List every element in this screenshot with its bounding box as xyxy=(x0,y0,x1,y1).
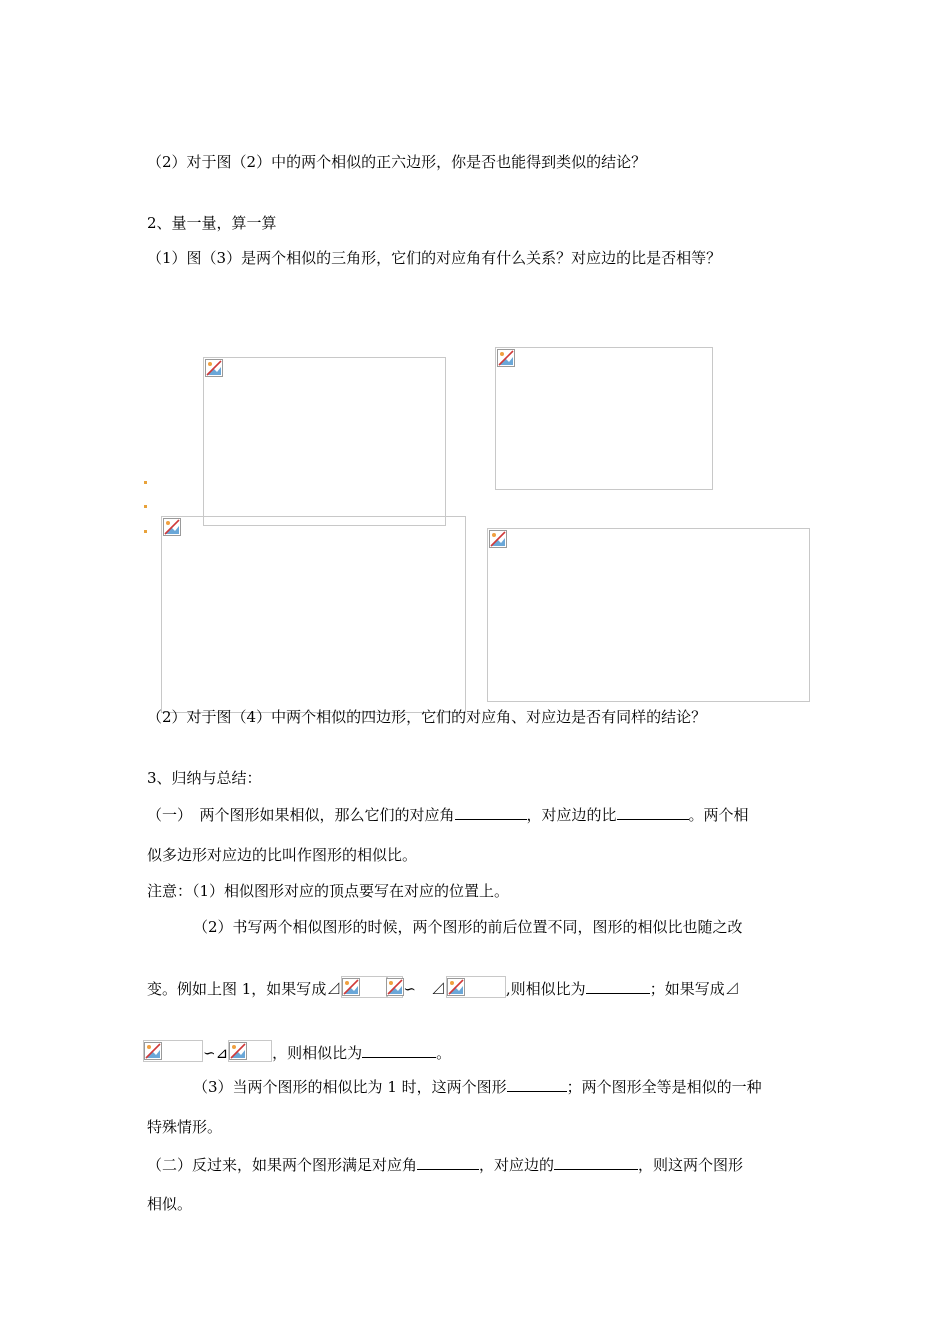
broken-image-icon xyxy=(489,530,507,548)
note-3-text-b: ；两个图形全等是相似的一种 xyxy=(566,1078,762,1096)
converse-text-a: （二）反过来，如果两个图形满足对应角 xyxy=(147,1156,418,1174)
broken-image-icon xyxy=(342,978,360,996)
summary-line-1 xyxy=(147,805,749,825)
question-quadrilateral: （2）对于图（4）中两个相似的四边形，它们的对应角、对应边是否有同样的结论？ xyxy=(147,708,707,726)
converse-text-c: ，则这两个图形 xyxy=(638,1156,744,1174)
note-2-text-a: 变。例如上图 1，如果写成⊿ xyxy=(147,980,342,998)
figure-frame-2 xyxy=(495,347,713,490)
blank-converse-sides[interactable] xyxy=(554,1155,638,1170)
note-3-line-1 xyxy=(193,1077,762,1097)
blank-corresponding-angles[interactable] xyxy=(455,805,527,820)
broken-image-icon xyxy=(163,518,181,536)
summary-text-a: （一） 两个图形如果相似，那么它们的对应角 xyxy=(147,806,455,824)
inline-image-box xyxy=(341,976,387,998)
inline-image-box xyxy=(446,976,506,998)
note-2-line-2 xyxy=(147,976,740,999)
note-2-similar-symbol: ∽ ⊿ xyxy=(403,980,446,998)
blank-converse-angles[interactable] xyxy=(417,1155,479,1170)
figure-frame-4 xyxy=(487,528,810,702)
note-2-text-e: 。 xyxy=(436,1044,452,1062)
inline-image-box xyxy=(228,1040,272,1062)
converse-line-1 xyxy=(147,1155,743,1175)
anchor-mark xyxy=(144,530,147,533)
converse-line-2: 相似。 xyxy=(147,1195,193,1213)
note-2-text-d: ，则相似比为 xyxy=(272,1044,363,1062)
summary-text-b: ，对应边的比 xyxy=(526,806,617,824)
blank-ratio-2[interactable] xyxy=(362,1043,436,1058)
note-3-text-a: （3）当两个图形的相似比为 1 时，这两个图形 xyxy=(193,1078,507,1096)
summary-line-2: 似多边形对应边的比叫作图形的相似比。 xyxy=(147,846,418,864)
broken-image-icon xyxy=(229,1042,247,1060)
blank-ratio-1[interactable] xyxy=(586,979,650,994)
inline-image-box xyxy=(387,976,403,998)
converse-text-b: ，对应边的 xyxy=(479,1156,555,1174)
note-2-similar-symbol-2: ∽⊿ xyxy=(203,1044,229,1062)
question-hexagon: （2）对于图（2）中的两个相似的正六边形，你是否也能得到类似的结论？ xyxy=(147,153,647,171)
broken-image-icon xyxy=(144,1042,162,1060)
figure-frame-1 xyxy=(203,357,446,526)
broken-image-icon xyxy=(447,978,465,996)
note-3-line-2: 特殊情形。 xyxy=(147,1118,223,1136)
summary-text-c: 。两个相 xyxy=(688,806,749,824)
note-2-text-b: ,则相似比为 xyxy=(505,980,586,998)
section-2-title: 2、量一量，算一算 xyxy=(147,214,277,232)
broken-image-icon xyxy=(205,359,223,377)
anchor-mark xyxy=(144,481,147,484)
note-2-text-c: ；如果写成⊿ xyxy=(649,980,740,998)
blank-congruent[interactable] xyxy=(507,1077,567,1092)
inline-image-box xyxy=(143,1040,203,1062)
note-2-line-1: （2）书写两个相似图形的时候，两个图形的前后位置不同，图形的相似比也随之改 xyxy=(193,918,743,936)
question-triangle: （1）图（3）是两个相似的三角形，它们的对应角有什么关系？对应边的比是否相等？ xyxy=(147,249,722,267)
section-3-title: 3、归纳与总结： xyxy=(147,769,262,787)
anchor-mark xyxy=(144,505,147,508)
figure-frame-3 xyxy=(161,516,466,713)
note-1: 注意：（1）相似图形对应的顶点要写在对应的位置上。 xyxy=(147,882,510,900)
broken-image-icon xyxy=(386,978,404,996)
blank-side-ratio[interactable] xyxy=(617,805,689,820)
note-2-line-3 xyxy=(143,1040,451,1063)
broken-image-icon xyxy=(497,349,515,367)
